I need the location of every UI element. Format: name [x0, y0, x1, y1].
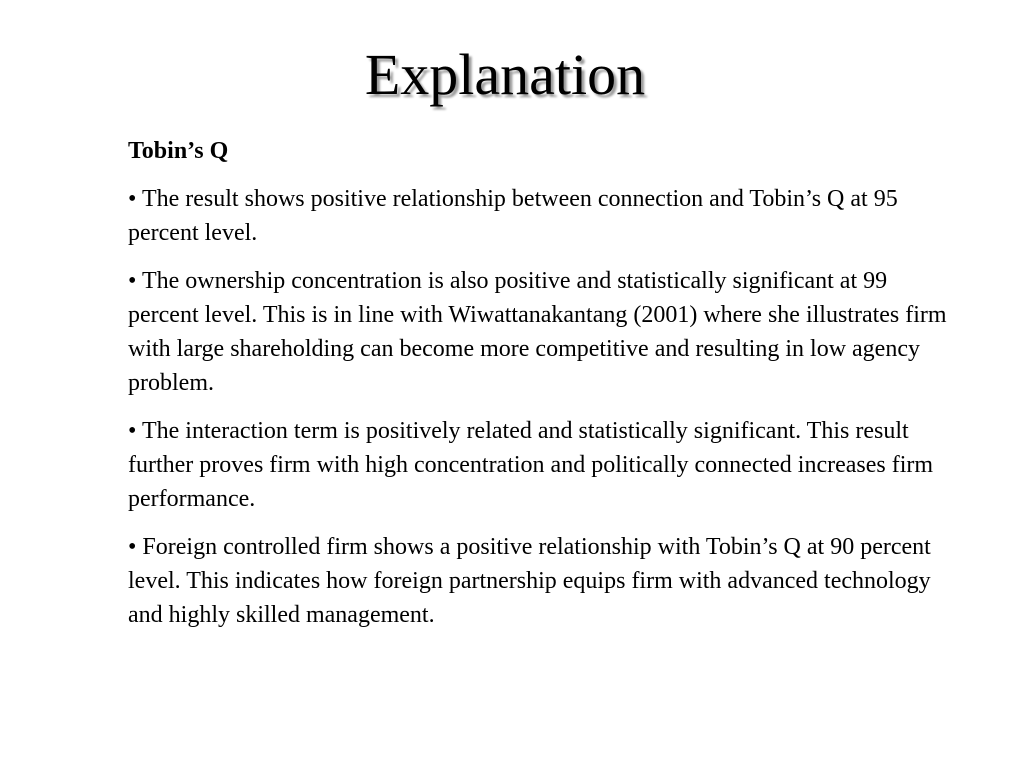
slide-title: Explanation: [364, 42, 646, 107]
bullet-item: • The interaction term is positively related and statistically significant. This result further proves firm with high concentration and politically connected increases firm performance.: [128, 418, 934, 512]
bullet-item: • The ownership concentration is also positive and statistically significant at 99 percent level. This is in line with Wiwattanakantang (2001) where she illustrates firm with large shareholding can become more competitive and resulting in low agency problem.: [128, 268, 947, 396]
slide-body: [128, 134, 958, 646]
section-heading: Tobin’s Q: [128, 138, 229, 164]
bullet-item: • The result shows positive relationship between connection and Tobin’s Q at 95 percent level.: [128, 186, 898, 246]
bullet-item: • Foreign controlled firm shows a positive relationship with Tobin’s Q at 90 percent level. This indicates how foreign partnership equips firm with advanced technology and highly skilled management.: [128, 534, 931, 628]
